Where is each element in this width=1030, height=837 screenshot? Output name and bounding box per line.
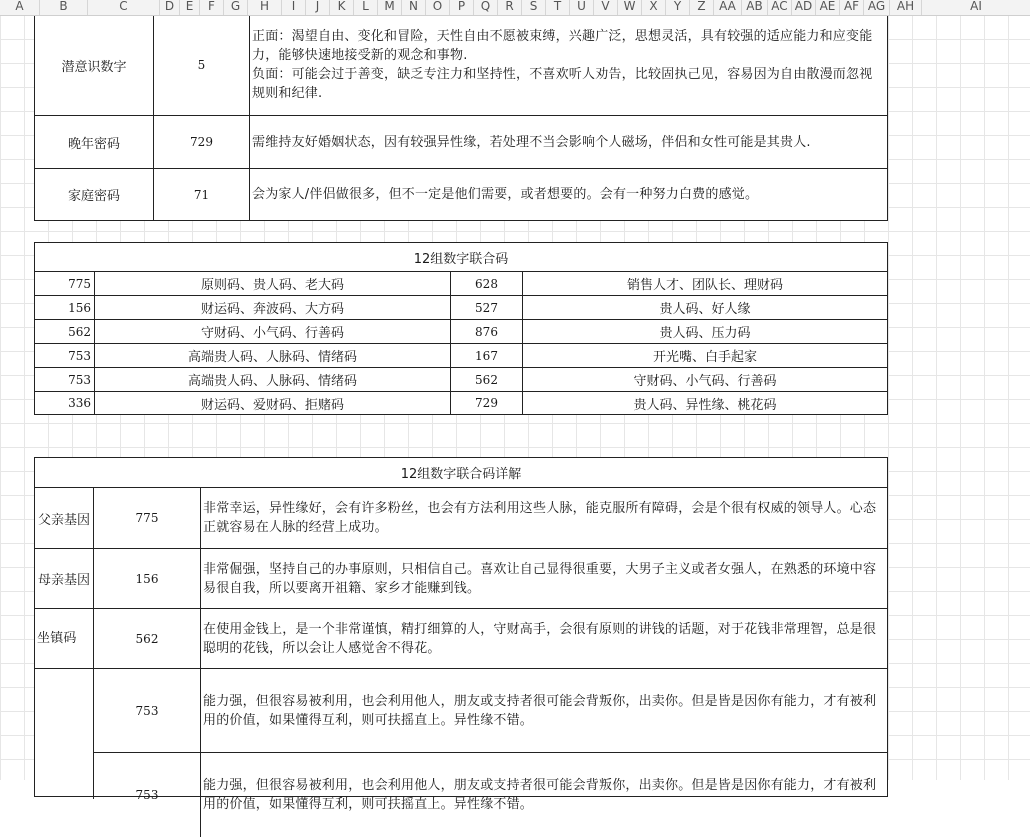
detail-code-cell[interactable]: 753 (94, 753, 201, 837)
column-header[interactable]: Z (690, 0, 714, 15)
combo-code-left[interactable]: 753 (35, 344, 95, 368)
detail-table-title[interactable]: 12组数字联合码详解 (35, 458, 887, 488)
combo-meaning-left[interactable]: 高端贵人码、人脉码、情绪码 (95, 368, 451, 392)
spreadsheet-grid[interactable] (0, 15, 1030, 812)
column-header[interactable]: C (88, 0, 160, 15)
combo-meaning-right[interactable]: 守财码、小气码、行善码 (523, 368, 887, 392)
column-header[interactable]: U (570, 0, 594, 15)
combo-code-left[interactable]: 156 (35, 296, 95, 320)
column-header[interactable]: AI (970, 0, 982, 13)
detail-code-cell[interactable]: 775 (94, 488, 201, 549)
column-header[interactable]: AH (890, 0, 922, 15)
column-header[interactable]: T (546, 0, 570, 15)
combo-code-left[interactable]: 753 (35, 368, 95, 392)
combo-meaning-right[interactable]: 贵人码、好人缘 (523, 296, 887, 320)
combo-code-right[interactable]: 167 (451, 344, 523, 368)
column-header[interactable]: J (306, 0, 330, 15)
detail-label-cell-merged[interactable] (35, 669, 94, 799)
column-header[interactable]: G (224, 0, 248, 15)
combo-code-left[interactable]: 562 (35, 320, 95, 344)
detail-code-cell[interactable]: 562 (94, 609, 201, 669)
combo-codes-table (34, 242, 888, 415)
combo-table-title[interactable]: 12组数字联合码 (35, 243, 887, 272)
column-header[interactable]: I (282, 0, 306, 15)
column-header[interactable]: A (0, 0, 40, 15)
combo-meaning-left[interactable]: 守财码、小气码、行善码 (95, 320, 451, 344)
column-header[interactable]: AF (840, 0, 864, 15)
combo-detail-table (34, 457, 888, 812)
column-header[interactable]: M (378, 0, 402, 15)
detail-label-cell[interactable]: 母亲基因 (35, 549, 94, 609)
row-label-cell[interactable]: 潜意识数字 (35, 15, 154, 116)
column-header[interactable]: R (498, 0, 522, 15)
combo-meaning-right[interactable]: 销售人才、团队长、理财码 (523, 272, 887, 296)
detail-label-cell[interactable]: 父亲基因 (35, 488, 94, 549)
detail-desc-cell[interactable]: 在使用金钱上，是一个非常谨慎，精打细算的人，守财高手，会很有原则的讲钱的话题，对于花钱非常理智，总是很聪明的花钱，所以会让人感觉舍不得花。 (201, 609, 887, 669)
column-header[interactable]: D (160, 0, 180, 15)
row-value-cell[interactable]: 729 (154, 116, 250, 169)
detail-code-cell[interactable]: 753 (94, 669, 201, 753)
row-value-cell[interactable]: 71 (154, 169, 250, 220)
summary-table (34, 15, 888, 221)
combo-meaning-right[interactable]: 贵人码、异性缘、桃花码 (633, 397, 777, 413)
row-label-cell[interactable]: 家庭密码 (35, 169, 154, 220)
column-header[interactable]: X (642, 0, 666, 15)
desc-positive: 正面：渴望自由、变化和冒险，天性自由不愿被束缚，兴趣广泛，思想灵活，具有较强的适应能力和应变能力，能够快速地接受新的观念和事物. (252, 29, 873, 63)
row-desc-cell[interactable] (250, 15, 887, 116)
column-header[interactable]: AD (792, 0, 816, 15)
column-header[interactable]: W (618, 0, 642, 15)
detail-code-cell[interactable]: 156 (94, 549, 201, 609)
detail-desc-cell[interactable]: 非常倔强，坚持自己的办事原则，只相信自己。喜欢让自己显得很重要，大男子主义或者女强人，在熟悉的环境中容易很自我，所以要离开祖籍、家乡才能赚到钱。 (201, 549, 887, 609)
combo-code-right[interactable]: 729 (451, 392, 523, 414)
column-header[interactable]: S (522, 0, 546, 15)
column-header[interactable]: F (200, 0, 224, 15)
combo-code-right[interactable]: 527 (451, 296, 523, 320)
desc-negative: 负面：可能会过于善变，缺乏专注力和坚持性，不喜欢听人劝告，比较固执己见，容易因为自由散漫而忽视规则和纪律. (252, 67, 873, 101)
column-header[interactable]: E (180, 0, 200, 15)
column-header[interactable]: AG (864, 0, 890, 15)
row-label-cell[interactable]: 晚年密码 (35, 116, 154, 169)
combo-meaning-left[interactable]: 原则码、贵人码、老大码 (95, 272, 451, 296)
column-header[interactable]: O (426, 0, 450, 15)
column-header[interactable]: P (450, 0, 474, 15)
column-header[interactable]: K (330, 0, 354, 15)
column-header[interactable]: V (594, 0, 618, 15)
combo-meaning-left[interactable]: 财运码、奔波码、大方码 (95, 296, 451, 320)
column-header[interactable]: L (354, 0, 378, 15)
column-header[interactable]: AE (816, 0, 840, 15)
combo-code-right[interactable]: 876 (451, 320, 523, 344)
combo-code-right[interactable]: 562 (451, 368, 523, 392)
combo-meaning-left[interactable]: 财运码、爱财码、拒赌码 (95, 392, 451, 414)
combo-code-right[interactable]: 628 (451, 272, 523, 296)
column-header[interactable]: B (40, 0, 88, 15)
detail-desc-cell[interactable]: 能力强，但很容易被利用，也会利用他人，朋友或支持者很可能会背叛你，出卖你。但是皆是因你有能力，才有被利用的价值，如果懂得互利，则可扶摇直上。异性缘不错。 (203, 778, 877, 812)
combo-code-left[interactable]: 336 (35, 392, 95, 414)
column-header-bar (0, 0, 1030, 16)
combo-meaning-left[interactable]: 高端贵人码、人脉码、情绪码 (95, 344, 451, 368)
column-header[interactable]: Y (666, 0, 690, 15)
column-header[interactable]: AA (714, 0, 742, 15)
detail-desc-cell[interactable]: 非常幸运，异性缘好，会有许多粉丝，也会有方法利用这些人脉，能克服所有障碍，会是个很有权威的领导人。心态正就容易在人脉的经营上成功。 (201, 488, 887, 549)
row-desc-cell[interactable]: 会为家人/伴侣做很多，但不一定是他们需要，或者想要的。会有一种努力白费的感觉。 (252, 187, 759, 202)
column-header[interactable]: AC (768, 0, 792, 15)
column-header[interactable]: AB (742, 0, 768, 15)
combo-meaning-right[interactable]: 贵人码、压力码 (523, 320, 887, 344)
column-header[interactable]: H (248, 0, 282, 15)
row-value-cell[interactable]: 5 (154, 15, 250, 116)
detail-label-cell[interactable]: 坐镇码 (35, 609, 94, 669)
column-header[interactable]: Q (474, 0, 498, 15)
combo-code-left[interactable]: 775 (35, 272, 95, 296)
column-header[interactable]: N (402, 0, 426, 15)
combo-meaning-right[interactable]: 开光嘴、白手起家 (523, 344, 887, 368)
detail-desc-cell[interactable]: 能力强，但很容易被利用，也会利用他人，朋友或支持者很可能会背叛你，出卖你。但是皆是因你有能力，才有被利用的价值，如果懂得互利，则可扶摇直上。异性缘不错。 (201, 669, 887, 753)
row-desc-cell[interactable]: 需维持友好婚姻状态，因有较强异性缘，若处理不当会影响个人磁场，伴侣和女性可能是其贵人. (250, 116, 887, 169)
